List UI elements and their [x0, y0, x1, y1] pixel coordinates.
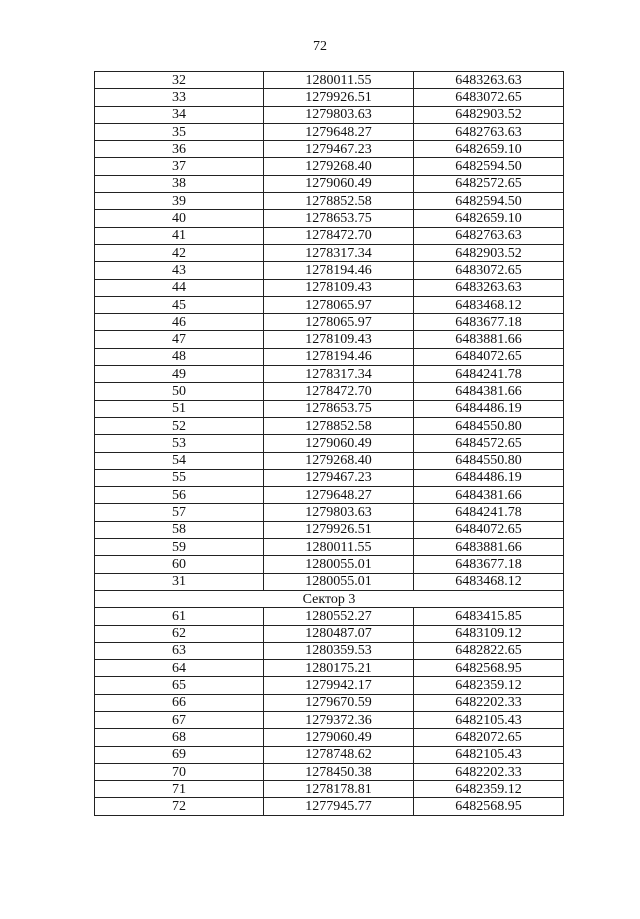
- y-coordinate-cell: 6484072.65: [414, 348, 564, 365]
- table-row: [95, 244, 564, 261]
- table-row: [95, 521, 564, 538]
- x-coordinate-cell: 1278109.43: [264, 331, 414, 348]
- point-number-cell: 53: [95, 435, 264, 452]
- x-coordinate-cell: 1279926.51: [264, 89, 414, 106]
- x-coordinate-cell: 1278178.81: [264, 781, 414, 798]
- page-number: 72: [313, 39, 327, 54]
- y-coordinate-cell: 6484241.78: [414, 366, 564, 383]
- x-coordinate-cell: 1278450.38: [264, 763, 414, 780]
- x-coordinate-cell: 1278472.70: [264, 227, 414, 244]
- y-coordinate-cell: 6483415.85: [414, 608, 564, 625]
- x-coordinate-cell: 1279372.36: [264, 711, 414, 728]
- table-body-before: [95, 72, 564, 591]
- y-coordinate-cell: 6483072.65: [414, 262, 564, 279]
- x-coordinate-cell: 1280011.55: [264, 539, 414, 556]
- y-coordinate-cell: 6484572.65: [414, 435, 564, 452]
- y-coordinate-cell: 6482903.52: [414, 244, 564, 261]
- y-coordinate-cell: 6483468.12: [414, 573, 564, 590]
- point-number-cell: 51: [95, 400, 264, 417]
- point-number-cell: 69: [95, 746, 264, 763]
- x-coordinate-cell: 1278653.75: [264, 210, 414, 227]
- point-number-cell: 52: [95, 417, 264, 434]
- coordinates-table: [94, 71, 564, 816]
- x-coordinate-cell: 1279803.63: [264, 504, 414, 521]
- table-row: [95, 158, 564, 175]
- y-coordinate-cell: 6484072.65: [414, 521, 564, 538]
- table-row: [95, 608, 564, 625]
- table-row: [95, 400, 564, 417]
- point-number-cell: 67: [95, 711, 264, 728]
- x-coordinate-cell: 1280055.01: [264, 556, 414, 573]
- y-coordinate-cell: 6482763.63: [414, 123, 564, 140]
- table-row: [95, 262, 564, 279]
- sector-heading-section: [95, 590, 564, 607]
- x-coordinate-cell: 1279926.51: [264, 521, 414, 538]
- x-coordinate-cell: 1278852.58: [264, 417, 414, 434]
- x-coordinate-cell: 1278317.34: [264, 244, 414, 261]
- y-coordinate-cell: 6482763.63: [414, 227, 564, 244]
- point-number-cell: 58: [95, 521, 264, 538]
- x-coordinate-cell: 1278472.70: [264, 383, 414, 400]
- table-row: [95, 435, 564, 452]
- point-number-cell: 72: [95, 798, 264, 815]
- table-row: [95, 660, 564, 677]
- table-row: [95, 72, 564, 89]
- x-coordinate-cell: 1279060.49: [264, 175, 414, 192]
- x-coordinate-cell: 1278317.34: [264, 366, 414, 383]
- x-coordinate-cell: 1280055.01: [264, 573, 414, 590]
- point-number-cell: 64: [95, 660, 264, 677]
- table-row: [95, 763, 564, 780]
- point-number-cell: 33: [95, 89, 264, 106]
- y-coordinate-cell: 6483263.63: [414, 72, 564, 89]
- point-number-cell: 61: [95, 608, 264, 625]
- y-coordinate-cell: 6482903.52: [414, 106, 564, 123]
- table-row: [95, 798, 564, 815]
- y-coordinate-cell: 6482568.95: [414, 798, 564, 815]
- table-row: [95, 279, 564, 296]
- table-row: [95, 539, 564, 556]
- x-coordinate-cell: 1278653.75: [264, 400, 414, 417]
- table-row: [95, 487, 564, 504]
- table-row: [95, 573, 564, 590]
- table-row: [95, 383, 564, 400]
- x-coordinate-cell: 1279268.40: [264, 452, 414, 469]
- table-row: [95, 556, 564, 573]
- point-number-cell: 60: [95, 556, 264, 573]
- point-number-cell: 37: [95, 158, 264, 175]
- point-number-cell: 54: [95, 452, 264, 469]
- y-coordinate-cell: 6482072.65: [414, 729, 564, 746]
- table-row: [95, 106, 564, 123]
- point-number-cell: 34: [95, 106, 264, 123]
- y-coordinate-cell: 6483677.18: [414, 556, 564, 573]
- x-coordinate-cell: 1279648.27: [264, 123, 414, 140]
- y-coordinate-cell: 6482659.10: [414, 141, 564, 158]
- point-number-cell: 32: [95, 72, 264, 89]
- x-coordinate-cell: 1278194.46: [264, 348, 414, 365]
- y-coordinate-cell: 6484550.80: [414, 417, 564, 434]
- point-number-cell: 46: [95, 314, 264, 331]
- x-coordinate-cell: 1279942.17: [264, 677, 414, 694]
- table-row: [95, 141, 564, 158]
- table-row: [95, 417, 564, 434]
- point-number-cell: 49: [95, 366, 264, 383]
- table-row: [95, 625, 564, 642]
- y-coordinate-cell: 6482822.65: [414, 642, 564, 659]
- y-coordinate-cell: 6482659.10: [414, 210, 564, 227]
- x-coordinate-cell: 1278065.97: [264, 314, 414, 331]
- y-coordinate-cell: 6483881.66: [414, 331, 564, 348]
- point-number-cell: 55: [95, 469, 264, 486]
- x-coordinate-cell: 1278109.43: [264, 279, 414, 296]
- table-row: [95, 89, 564, 106]
- y-coordinate-cell: 6482572.65: [414, 175, 564, 192]
- x-coordinate-cell: 1278748.62: [264, 746, 414, 763]
- y-coordinate-cell: 6482568.95: [414, 660, 564, 677]
- point-number-cell: 71: [95, 781, 264, 798]
- point-number-cell: 40: [95, 210, 264, 227]
- y-coordinate-cell: 6482359.12: [414, 781, 564, 798]
- x-coordinate-cell: 1280487.07: [264, 625, 414, 642]
- y-coordinate-cell: 6483468.12: [414, 296, 564, 313]
- point-number-cell: 70: [95, 763, 264, 780]
- y-coordinate-cell: 6484486.19: [414, 469, 564, 486]
- point-number-cell: 68: [95, 729, 264, 746]
- table-row: [95, 366, 564, 383]
- x-coordinate-cell: 1279268.40: [264, 158, 414, 175]
- table-row: [95, 296, 564, 313]
- y-coordinate-cell: 6484550.80: [414, 452, 564, 469]
- x-coordinate-cell: 1279467.23: [264, 469, 414, 486]
- point-number-cell: 45: [95, 296, 264, 313]
- y-coordinate-cell: 6482105.43: [414, 746, 564, 763]
- x-coordinate-cell: 1278065.97: [264, 296, 414, 313]
- y-coordinate-cell: 6482594.50: [414, 193, 564, 210]
- point-number-cell: 65: [95, 677, 264, 694]
- point-number-cell: 66: [95, 694, 264, 711]
- point-number-cell: 62: [95, 625, 264, 642]
- table-row: [95, 348, 564, 365]
- x-coordinate-cell: 1279467.23: [264, 141, 414, 158]
- x-coordinate-cell: 1279803.63: [264, 106, 414, 123]
- y-coordinate-cell: 6484381.66: [414, 383, 564, 400]
- point-number-cell: 57: [95, 504, 264, 521]
- table-row: [95, 193, 564, 210]
- table-row: [95, 210, 564, 227]
- x-coordinate-cell: 1279670.59: [264, 694, 414, 711]
- point-number-cell: 59: [95, 539, 264, 556]
- sector-heading: Сектор 3: [95, 590, 564, 607]
- y-coordinate-cell: 6483677.18: [414, 314, 564, 331]
- point-number-cell: 63: [95, 642, 264, 659]
- x-coordinate-cell: 1278852.58: [264, 193, 414, 210]
- point-number-cell: 50: [95, 383, 264, 400]
- y-coordinate-cell: 6483881.66: [414, 539, 564, 556]
- y-coordinate-cell: 6484381.66: [414, 487, 564, 504]
- table-row: [95, 175, 564, 192]
- point-number-cell: 42: [95, 244, 264, 261]
- x-coordinate-cell: 1280552.27: [264, 608, 414, 625]
- table-row: [95, 677, 564, 694]
- table-body-after: [95, 608, 564, 816]
- point-number-cell: 43: [95, 262, 264, 279]
- point-number-cell: 31: [95, 573, 264, 590]
- y-coordinate-cell: 6482105.43: [414, 711, 564, 728]
- y-coordinate-cell: 6483263.63: [414, 279, 564, 296]
- point-number-cell: 41: [95, 227, 264, 244]
- table-row: [95, 694, 564, 711]
- sector-heading-row: [95, 590, 564, 607]
- point-number-cell: 44: [95, 279, 264, 296]
- table-row: [95, 452, 564, 469]
- point-number-cell: 48: [95, 348, 264, 365]
- x-coordinate-cell: 1278194.46: [264, 262, 414, 279]
- y-coordinate-cell: 6484241.78: [414, 504, 564, 521]
- x-coordinate-cell: 1280011.55: [264, 72, 414, 89]
- x-coordinate-cell: 1280175.21: [264, 660, 414, 677]
- point-number-cell: 39: [95, 193, 264, 210]
- table-row: [95, 781, 564, 798]
- x-coordinate-cell: 1279060.49: [264, 729, 414, 746]
- table-row: [95, 504, 564, 521]
- y-coordinate-cell: 6483109.12: [414, 625, 564, 642]
- y-coordinate-cell: 6482359.12: [414, 677, 564, 694]
- point-number-cell: 35: [95, 123, 264, 140]
- table-row: [95, 711, 564, 728]
- table-row: [95, 729, 564, 746]
- table-row: [95, 642, 564, 659]
- table-row: [95, 746, 564, 763]
- y-coordinate-cell: 6484486.19: [414, 400, 564, 417]
- y-coordinate-cell: 6482202.33: [414, 763, 564, 780]
- point-number-cell: 56: [95, 487, 264, 504]
- y-coordinate-cell: 6482594.50: [414, 158, 564, 175]
- x-coordinate-cell: 1279060.49: [264, 435, 414, 452]
- table-row: [95, 123, 564, 140]
- y-coordinate-cell: 6483072.65: [414, 89, 564, 106]
- table-row: [95, 331, 564, 348]
- table-row: [95, 314, 564, 331]
- table-row: [95, 469, 564, 486]
- y-coordinate-cell: 6482202.33: [414, 694, 564, 711]
- table-row: [95, 227, 564, 244]
- point-number-cell: 47: [95, 331, 264, 348]
- point-number-cell: 36: [95, 141, 264, 158]
- point-number-cell: 38: [95, 175, 264, 192]
- x-coordinate-cell: 1280359.53: [264, 642, 414, 659]
- x-coordinate-cell: 1279648.27: [264, 487, 414, 504]
- x-coordinate-cell: 1277945.77: [264, 798, 414, 815]
